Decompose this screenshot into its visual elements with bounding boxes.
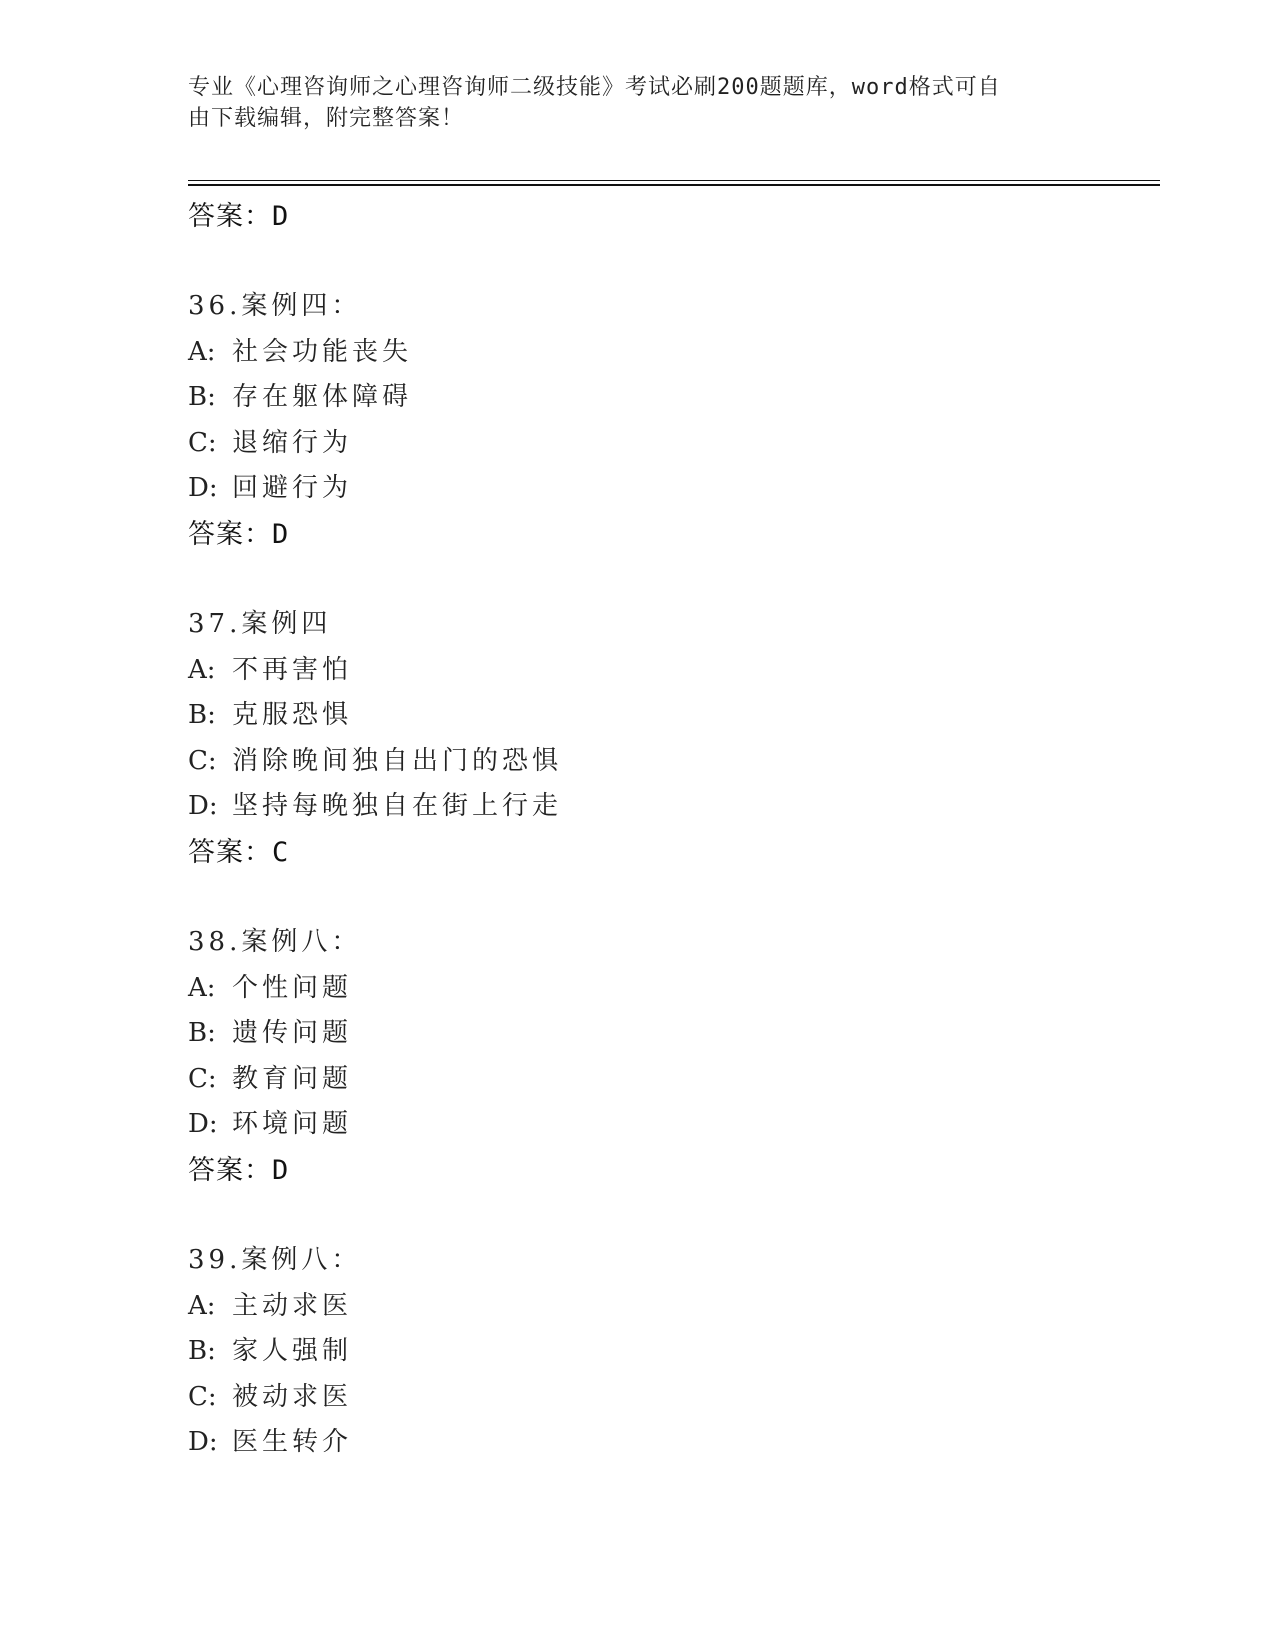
option-key: A: bbox=[188, 1290, 216, 1321]
option-c bbox=[188, 1375, 1088, 1421]
option-text: 个性问题 bbox=[232, 972, 353, 1003]
question-block bbox=[188, 284, 1088, 557]
header-line-1: 专业《心理咨询师之心理咨询师二级技能》考试必刷200题题库，word格式可自 bbox=[188, 75, 1001, 100]
question-title: 38.案例八： bbox=[188, 926, 362, 957]
spacer bbox=[188, 875, 1088, 920]
option-d bbox=[188, 466, 1088, 512]
question-block bbox=[188, 602, 1088, 875]
answer-label: 答案： bbox=[188, 518, 272, 550]
answer-value: D bbox=[272, 518, 290, 550]
option-text: 克服恐惧 bbox=[232, 700, 353, 731]
header-line-2: 由下载编辑，附完整答案！ bbox=[188, 106, 465, 131]
option-a bbox=[188, 966, 1088, 1012]
answer-line bbox=[188, 1148, 1088, 1193]
option-text: 回避行为 bbox=[232, 473, 353, 504]
option-b bbox=[188, 693, 1088, 739]
answer-line bbox=[188, 830, 1088, 875]
option-key: C: bbox=[188, 745, 217, 776]
option-c bbox=[188, 421, 1088, 467]
option-key: C: bbox=[188, 1381, 217, 1412]
spacer bbox=[188, 1193, 1088, 1238]
question-title: 36.案例四： bbox=[188, 291, 362, 321]
option-key: B: bbox=[188, 382, 216, 413]
option-key: B: bbox=[188, 700, 216, 731]
answer-label: 答案： bbox=[188, 1154, 272, 1186]
header-divider-thick bbox=[188, 184, 1160, 186]
document-header bbox=[188, 72, 1088, 134]
option-a bbox=[188, 330, 1088, 376]
option-text: 坚持每晚独自在街上行走 bbox=[232, 791, 563, 822]
option-key: D: bbox=[188, 1427, 218, 1458]
option-text: 被动求医 bbox=[232, 1381, 353, 1412]
option-key: B: bbox=[188, 1336, 216, 1367]
option-key: A: bbox=[188, 336, 216, 367]
option-c bbox=[188, 1057, 1088, 1103]
option-text: 社会功能丧失 bbox=[232, 336, 413, 367]
option-key: C: bbox=[188, 427, 217, 458]
option-text: 主动求医 bbox=[232, 1290, 353, 1321]
option-d bbox=[188, 1420, 1088, 1466]
option-text: 教育问题 bbox=[232, 1063, 353, 1094]
question-list bbox=[188, 194, 1088, 1466]
option-text: 家人强制 bbox=[232, 1336, 353, 1367]
question-block bbox=[188, 1238, 1088, 1466]
option-d bbox=[188, 1102, 1088, 1148]
option-key: C: bbox=[188, 1063, 217, 1094]
option-key: A: bbox=[188, 654, 216, 685]
question-title: 37.案例四 bbox=[188, 608, 332, 639]
answer-value: D bbox=[272, 201, 290, 232]
option-text: 存在躯体障碍 bbox=[232, 382, 413, 413]
option-key: A: bbox=[188, 972, 216, 1003]
question-title: 39.案例八： bbox=[188, 1244, 362, 1275]
question-block bbox=[188, 920, 1088, 1193]
option-text: 遗传问题 bbox=[232, 1018, 353, 1049]
option-b bbox=[188, 1329, 1088, 1375]
spacer bbox=[188, 239, 1088, 284]
option-text: 消除晚间独自出门的恐惧 bbox=[232, 745, 563, 776]
answer-value: C bbox=[272, 836, 290, 868]
option-text: 退缩行为 bbox=[232, 427, 353, 458]
option-key: D: bbox=[188, 1109, 218, 1140]
option-key: B: bbox=[188, 1018, 216, 1049]
spacer bbox=[188, 557, 1088, 602]
option-text: 不再害怕 bbox=[232, 654, 353, 685]
answer-line bbox=[188, 512, 1088, 557]
answer-line bbox=[188, 194, 1088, 239]
option-b bbox=[188, 1011, 1088, 1057]
option-a bbox=[188, 648, 1088, 694]
option-d bbox=[188, 784, 1088, 830]
option-text: 环境问题 bbox=[232, 1109, 353, 1140]
option-a bbox=[188, 1284, 1088, 1330]
option-text: 医生转介 bbox=[232, 1427, 353, 1458]
option-c bbox=[188, 739, 1088, 785]
option-key: D: bbox=[188, 473, 218, 504]
answer-label: 答案： bbox=[188, 201, 272, 232]
answer-label: 答案： bbox=[188, 836, 272, 868]
option-key: D: bbox=[188, 791, 218, 822]
option-b bbox=[188, 375, 1088, 421]
header-divider-thin bbox=[188, 180, 1160, 181]
answer-value: D bbox=[272, 1154, 290, 1186]
